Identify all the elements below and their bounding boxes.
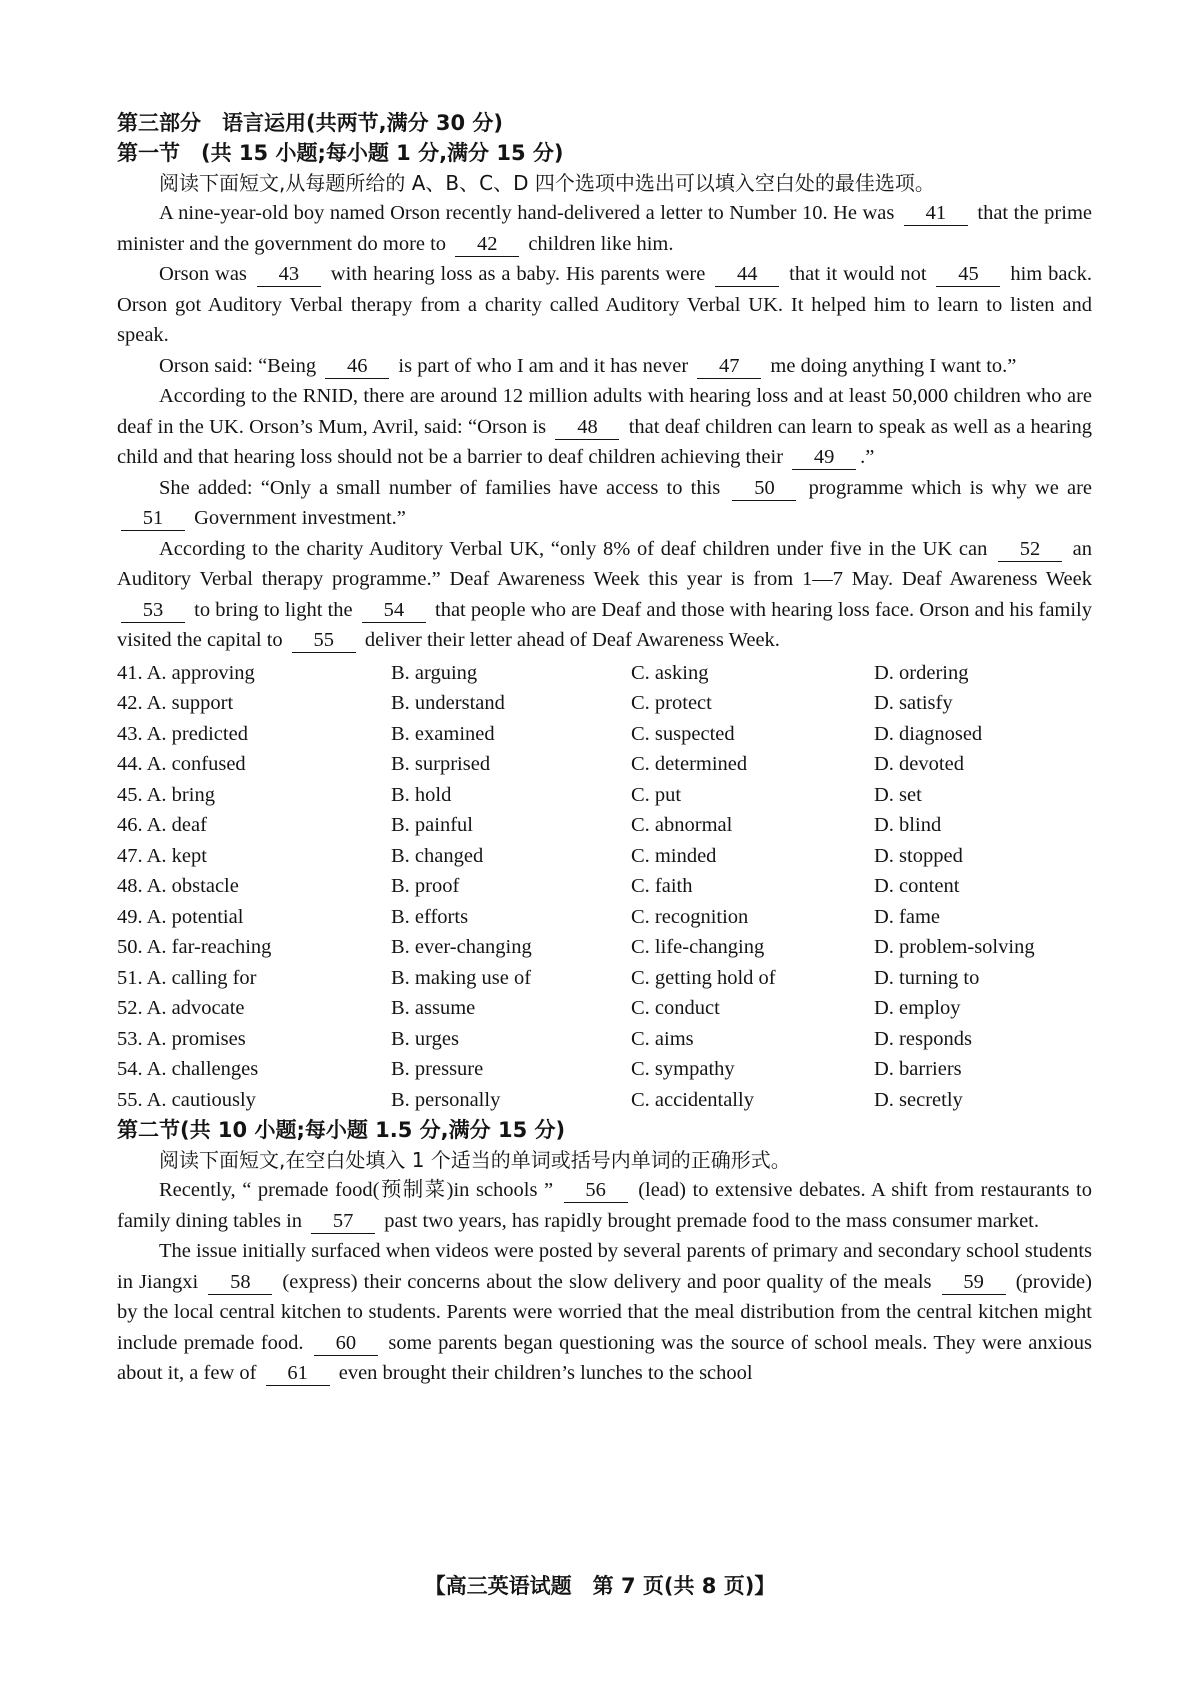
option-c: C. determined xyxy=(631,753,748,775)
option-b: B. arguing xyxy=(391,661,478,684)
option-b: B. examined xyxy=(391,722,495,745)
option-row xyxy=(117,871,1092,902)
option-d: D. ordering xyxy=(874,661,969,684)
passage-text: him back. Orson got Auditory Verbal therapy from a charity called Auditory Verbal UK. It helped him to learn to listen and speak. xyxy=(117,263,1093,346)
blank-59: 59 xyxy=(942,1270,1006,1295)
blank-50: 50 xyxy=(732,476,796,501)
option-b: B. pressure xyxy=(391,1058,484,1080)
option-b: B. painful xyxy=(391,814,473,836)
passage-text: (express) their concerns about the slow delivery and poor quality of the meals xyxy=(276,1270,938,1293)
option-d: D. content xyxy=(874,875,960,897)
option-a: 53. A. promises xyxy=(117,1027,246,1050)
option-row xyxy=(117,749,1092,780)
passage-text: According to the RNID, there are around 12 million adults with hearing loss and at least 50,000 children who are deaf in the UK. Orson’s Mum, Avril, said: “Orson is xyxy=(117,385,1092,438)
passage-text: even brought their children’s lunches to the school xyxy=(333,1362,753,1384)
part-title: 第三部分 语言运用(共两节,满分 30 分) xyxy=(117,111,504,135)
option-b: B. understand xyxy=(391,692,505,714)
option-row xyxy=(117,780,1092,811)
option-d: D. responds xyxy=(874,1027,972,1050)
option-d: D. employ xyxy=(874,997,961,1019)
section-2-directions: 阅读下面短文,在空白处填入 1 个适当的单词或括号内单词的正确形式。 xyxy=(159,1148,791,1172)
option-a: 46. A. deaf xyxy=(117,814,207,836)
option-c: C. asking xyxy=(631,661,709,684)
option-d: D. turning to xyxy=(874,966,980,989)
option-c: C. minded xyxy=(631,844,717,867)
option-a: 54. A. challenges xyxy=(117,1058,259,1080)
passage-paragraph xyxy=(117,1175,1092,1236)
blank-46: 46 xyxy=(325,354,389,379)
passage-text: Government investment.” xyxy=(189,507,406,529)
option-d: D. blind xyxy=(874,814,942,836)
option-c: C. abnormal xyxy=(631,814,733,836)
blank-41: 41 xyxy=(904,201,968,226)
blank-57: 57 xyxy=(311,1209,375,1234)
option-a: 51. A. calling for xyxy=(117,966,257,989)
option-a: 44. A. confused xyxy=(117,753,246,775)
option-a: 43. A. predicted xyxy=(117,722,248,745)
blank-42: 42 xyxy=(455,232,519,257)
blank-44: 44 xyxy=(715,262,779,287)
passage-text: that people who are Deaf and those with hearing loss face. Orson and his family visited the capital to xyxy=(117,598,1093,651)
option-b: B. urges xyxy=(391,1027,459,1050)
passage-text: The issue initially surfaced when videos were posted by several parents of primary and secondary school students in Jiangxi xyxy=(117,1240,1092,1293)
option-a: 42. A. support xyxy=(117,692,234,714)
passage-text: programme which is why we are xyxy=(800,476,1092,499)
passage-text: that the prime minister and the government do more to xyxy=(117,202,1092,255)
blank-60: 60 xyxy=(314,1331,378,1356)
blank-54: 54 xyxy=(362,598,426,623)
option-row xyxy=(117,932,1092,963)
option-row xyxy=(117,688,1092,719)
option-d: D. set xyxy=(874,783,922,806)
section-1-directions: 阅读下面短文,从每题所给的 A、B、C、D 四个选项中选出可以填入空白处的最佳选项。 xyxy=(159,171,935,195)
passage-text: Orson said: “Being xyxy=(159,354,322,377)
passage-text: She added: “Only a small number of families have access to this xyxy=(159,476,729,499)
passage-paragraph xyxy=(117,381,1092,473)
option-row xyxy=(117,963,1092,994)
option-a: 49. A. potential xyxy=(117,905,244,928)
blank-53: 53 xyxy=(121,598,185,623)
passage-paragraph xyxy=(117,473,1092,534)
passage-text: A nine-year-old boy named Orson recently hand-delivered a letter to Number 10. He was xyxy=(159,202,900,224)
passage-paragraph xyxy=(117,534,1092,656)
option-row xyxy=(117,1054,1092,1085)
blank-45: 45 xyxy=(936,262,1000,287)
blank-48: 48 xyxy=(555,415,619,440)
passage-text: some parents began questioning was the source of school meals. They were anxious about it, a few of xyxy=(117,1331,1092,1384)
passage-text: that deaf children can learn to speak as well as a hearing child and that hearing loss should not be a barrier to deaf children achieving their xyxy=(117,415,1092,468)
passage-text: According to the charity Auditory Verbal UK, “only 8% of deaf children under five in the UK can xyxy=(159,537,994,560)
passage-text: is part of who I am and it has never xyxy=(393,354,694,377)
passage-paragraph xyxy=(117,198,1092,259)
blank-55: 55 xyxy=(292,628,356,653)
option-row xyxy=(117,902,1092,933)
passage-text: (lead) to extensive debates. A shift from restaurants to family dining tables in xyxy=(117,1179,1092,1232)
option-d: D. devoted xyxy=(874,753,964,775)
blank-58: 58 xyxy=(208,1270,272,1295)
blank-61: 61 xyxy=(266,1361,330,1386)
option-row xyxy=(117,719,1092,750)
option-d: D. secretly xyxy=(874,1088,963,1111)
passage-text: me doing anything I want to.” xyxy=(765,354,1017,377)
grammar-fill-passage xyxy=(117,1175,1092,1389)
passage-text: an Auditory Verbal therapy programme.” Deaf Awareness Week this year is from 1—7 May. Deaf Awareness Week xyxy=(117,537,1092,590)
option-row xyxy=(117,1085,1092,1116)
passage-text: to bring to light the xyxy=(189,598,358,621)
option-b: B. surprised xyxy=(391,753,491,775)
option-c: C. sympathy xyxy=(631,1058,735,1080)
blank-52: 52 xyxy=(998,537,1062,562)
option-b: B. making use of xyxy=(391,966,532,989)
option-a: 55. A. cautiously xyxy=(117,1088,256,1111)
blank-47: 47 xyxy=(697,354,761,379)
page-footer: 【高三英语试题 第 7 页(共 8 页)】 xyxy=(424,1574,776,1598)
passage-paragraph xyxy=(117,351,1092,382)
option-row xyxy=(117,810,1092,841)
option-c: C. aims xyxy=(631,1027,694,1050)
passage-text: deliver their letter ahead of Deaf Awareness Week. xyxy=(359,629,780,651)
option-row xyxy=(117,841,1092,872)
option-b: B. efforts xyxy=(391,905,469,928)
option-row xyxy=(117,1024,1092,1055)
answer-options xyxy=(117,658,1092,1116)
exam-page xyxy=(117,108,1092,1389)
option-b: B. ever-changing xyxy=(391,936,532,958)
passage-text: children like him. xyxy=(523,232,674,255)
passage-paragraph xyxy=(117,1236,1092,1389)
section-2-title: 第二节(共 10 小题;每小题 1.5 分,满分 15 分) xyxy=(117,1118,566,1142)
option-d: D. problem-solving xyxy=(874,936,1035,958)
option-b: B. changed xyxy=(391,844,484,867)
option-row xyxy=(117,658,1092,689)
option-a: 52. A. advocate xyxy=(117,997,245,1019)
option-b: B. personally xyxy=(391,1088,501,1111)
option-a: 50. A. far-reaching xyxy=(117,936,272,958)
option-c: C. conduct xyxy=(631,997,720,1019)
passage-text: (provide) by the local central kitchen to students. Parents were worried that the meal distribution from the central kitchen might include premade food. xyxy=(117,1270,1092,1354)
option-c: C. getting hold of xyxy=(631,966,776,989)
option-b: B. assume xyxy=(391,997,476,1019)
option-c: C. accidentally xyxy=(631,1088,754,1111)
blank-43: 43 xyxy=(257,262,321,287)
option-b: B. proof xyxy=(391,875,460,897)
passage-text: past two years, has rapidly brought premade food to the mass consumer market. xyxy=(379,1209,1039,1232)
option-c: C. faith xyxy=(631,875,693,897)
option-a: 41. A. approving xyxy=(117,661,255,684)
option-c: C. protect xyxy=(631,692,712,714)
option-d: D. fame xyxy=(874,905,941,928)
blank-56: 56 xyxy=(564,1178,628,1203)
option-a: 48. A. obstacle xyxy=(117,875,239,897)
option-c: C. life-changing xyxy=(631,936,765,958)
passage-text: that it would not xyxy=(783,263,933,285)
option-d: D. barriers xyxy=(874,1058,962,1080)
passage-text: with hearing loss as a baby. His parents were xyxy=(324,263,712,285)
option-a: 45. A. bring xyxy=(117,783,215,806)
passage-paragraph xyxy=(117,259,1092,351)
passage-text: Recently, “ premade food(预制菜)in schools ” xyxy=(159,1179,560,1201)
option-d: D. stopped xyxy=(874,844,963,867)
option-b: B. hold xyxy=(391,783,452,806)
blank-51: 51 xyxy=(121,506,185,531)
option-c: C. recognition xyxy=(631,905,749,928)
option-d: D. satisfy xyxy=(874,692,953,714)
passage-text: .” xyxy=(860,446,875,468)
blank-49: 49 xyxy=(792,445,856,470)
cloze-passage xyxy=(117,198,1092,656)
option-d: D. diagnosed xyxy=(874,722,983,745)
option-c: C. put xyxy=(631,783,682,806)
passage-text: Orson was xyxy=(159,263,253,285)
section-1-title: 第一节 (共 15 小题;每小题 1 分,满分 15 分) xyxy=(117,141,564,165)
option-c: C. suspected xyxy=(631,722,735,745)
option-row xyxy=(117,993,1092,1024)
option-a: 47. A. kept xyxy=(117,844,207,867)
